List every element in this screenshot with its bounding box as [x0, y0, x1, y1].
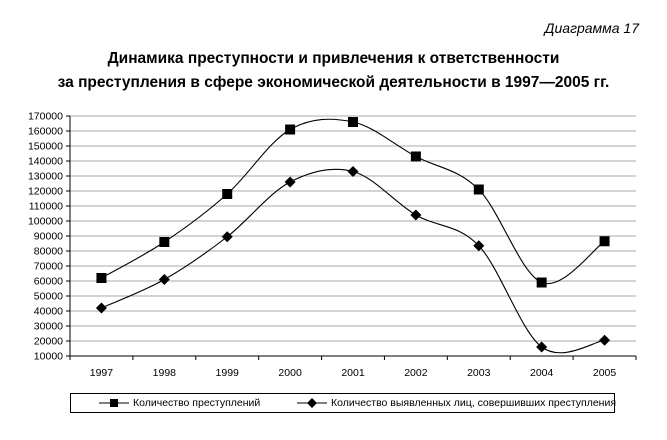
legend-square-marker-icon: [99, 398, 129, 408]
legend-item-crimes: [99, 397, 260, 409]
y-tick-label: 150000: [27, 140, 63, 153]
x-tick-label: 2004: [529, 367, 554, 379]
y-tick-label: 170000: [27, 110, 63, 123]
y-tick-label: 120000: [27, 185, 63, 198]
data-point-diamond: [410, 210, 421, 221]
data-point-diamond: [599, 335, 610, 346]
data-point-diamond: [96, 303, 107, 314]
y-tick-label: 50000: [33, 290, 63, 303]
legend-label-crimes: Количество преступлений: [133, 397, 261, 409]
data-point-diamond: [285, 177, 296, 188]
chart-title-line-1: Динамика преступности и привлечения к ответственности: [107, 50, 560, 67]
y-tick-label: 40000: [33, 305, 63, 318]
legend-label-persons: Количество выявленных лиц, совершивших преступления: [331, 397, 617, 409]
chart-title-line-2: за преступления в сфере экономической деятельности в 1997—2005 гг.: [57, 74, 610, 91]
y-axis-ticks: [28, 111, 70, 363]
x-axis-ticks: [70, 356, 636, 379]
y-tick-label: 10000: [33, 350, 63, 363]
data-point-square: [96, 273, 106, 283]
y-tick-label: 130000: [27, 170, 63, 183]
y-tick-label: 90000: [33, 230, 63, 243]
x-tick-label: 1999: [215, 367, 239, 379]
series-markers: [96, 117, 610, 353]
x-tick-label: 1997: [89, 367, 114, 379]
gridlines: [70, 116, 636, 341]
data-point-square: [159, 237, 169, 247]
x-tick-label: 2002: [404, 367, 428, 379]
y-tick-label: 140000: [27, 155, 63, 168]
x-tick-label: 2005: [592, 367, 617, 379]
data-point-square: [348, 117, 358, 127]
x-tick-label: 2000: [278, 367, 302, 379]
data-point-square: [222, 189, 232, 199]
legend-item-persons: [297, 397, 616, 409]
y-tick-label: 110000: [28, 200, 63, 213]
y-tick-label: 20000: [33, 335, 63, 348]
data-point-square: [411, 152, 421, 162]
y-tick-label: 60000: [33, 275, 63, 288]
legend: [70, 393, 615, 413]
series-line-2: [101, 169, 604, 352]
data-point-diamond: [348, 166, 359, 177]
x-tick-label: 1998: [152, 367, 177, 379]
series-line-1: [101, 119, 604, 283]
x-tick-label: 2003: [467, 367, 491, 379]
data-point-square: [537, 278, 547, 288]
legend-diamond-marker-icon: [297, 398, 327, 408]
data-point-square: [474, 185, 484, 195]
data-point-square: [285, 125, 295, 135]
y-tick-label: 30000: [33, 320, 63, 333]
data-point-square: [600, 236, 610, 246]
x-tick-label: 2001: [341, 367, 365, 379]
y-tick-label: 70000: [33, 260, 63, 273]
y-tick-label: 100000: [27, 215, 63, 228]
y-tick-label: 160000: [27, 125, 63, 138]
data-point-diamond: [159, 274, 170, 285]
y-tick-label: 80000: [33, 245, 63, 258]
diagram-caption: Диаграмма 17: [544, 20, 639, 36]
